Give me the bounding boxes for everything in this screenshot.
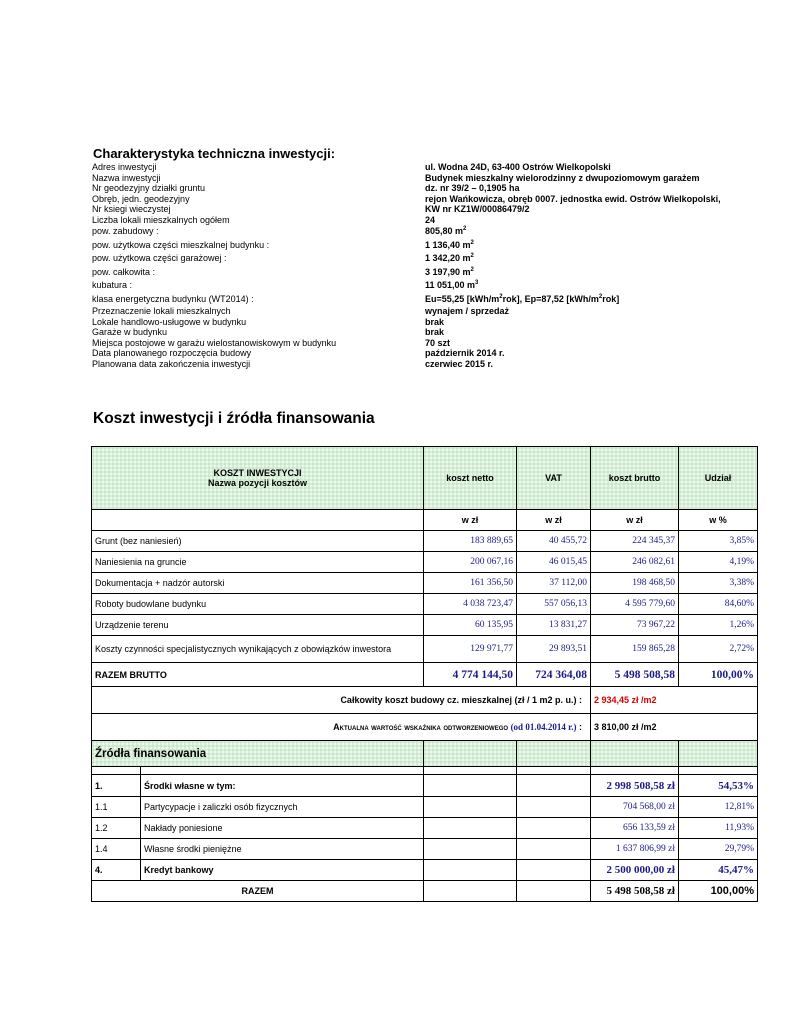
cost-netto: 200 067,16 xyxy=(424,552,517,573)
list-item xyxy=(92,839,758,860)
cost-units-row xyxy=(92,510,758,531)
wo-row xyxy=(92,714,758,741)
cost-item-name: Koszty czynności specjalistycznych wynikających z obowiązków inwestora xyxy=(92,636,424,663)
spec-label: Miejsca postojowe w garażu wielostanowiskowym w budynku xyxy=(92,337,337,348)
cost-header-brutto: koszt brutto xyxy=(591,447,679,510)
spec-label: Nr ksiegi wieczystej xyxy=(92,204,171,214)
spec-row xyxy=(92,266,752,280)
cost-header-name: KOSZT INWESTYCJI Nazwa pozycji kosztów xyxy=(92,447,424,510)
cost-brutto: 4 595 779,60 xyxy=(591,594,679,615)
cost-header-share: Udział xyxy=(679,447,758,510)
spec-row xyxy=(92,204,752,215)
cost-total-share: 100,00% xyxy=(679,663,758,687)
table-row xyxy=(92,636,758,663)
spec-value: wynajem / sprzedaż xyxy=(425,306,510,316)
sources-title-row xyxy=(92,741,758,767)
spec-value: KW nr KZ1W/00086479/2 xyxy=(425,204,530,214)
cost-vat: 557 056,13 xyxy=(517,594,591,615)
spec-label: pow. użytkowa części garażowej : xyxy=(92,253,227,263)
list-item xyxy=(92,797,758,818)
list-item xyxy=(92,775,758,797)
spec-label: pow. użytkowa części mieszkalnej budynku : xyxy=(92,239,270,250)
sources-total-label: RAZEM xyxy=(92,881,424,902)
spec-row xyxy=(92,279,752,293)
cost-share: 3,38% xyxy=(679,573,758,594)
source-no: 1.2 xyxy=(92,818,141,839)
spec-value: rejon Wańkowicza, obręb 0007. jednostka ewid. Ostrów Wielkopolski, xyxy=(425,193,721,204)
unit-vat: w zł xyxy=(517,510,591,531)
source-amount: 1 637 806,99 zł xyxy=(591,839,679,860)
cost-item-name: Dokumentacja + nadzór autorski xyxy=(92,573,424,594)
cost-netto: 161 356,50 xyxy=(424,573,517,594)
spacer-row xyxy=(92,767,758,775)
spec-row xyxy=(92,162,752,173)
source-name: Kredyt bankowy xyxy=(141,860,424,881)
source-name: Własne środki pieniężne xyxy=(141,839,424,860)
sources-total-row xyxy=(92,881,758,902)
cost-brutto: 73 967,22 xyxy=(591,615,679,636)
source-no: 4. xyxy=(92,860,141,881)
cost-share: 84,60% xyxy=(679,594,758,615)
unit-share: w % xyxy=(679,510,758,531)
spec-title: Charakterystyka techniczna inwestycji: xyxy=(93,146,336,161)
cost-total-netto: 4 774 144,50 xyxy=(424,663,517,687)
cost-item-name: Urządzenie terenu xyxy=(92,615,424,636)
cost-item-name: Grunt (bez naniesień) xyxy=(92,531,424,552)
spec-row xyxy=(92,252,752,266)
source-no: 1.1 xyxy=(92,797,141,818)
sources-total-amount: 5 498 508,58 zł xyxy=(591,881,679,902)
cost-total-vat: 724 364,08 xyxy=(517,663,591,687)
spec-row xyxy=(92,293,752,307)
spec-label: klasa energetyczna budynku (WT2014) : xyxy=(92,293,254,304)
spec-label: Nr geodezyjny działki gruntu xyxy=(92,183,206,193)
cost-netto: 4 038 723,47 xyxy=(424,594,517,615)
spec-row xyxy=(92,173,752,184)
cost-share: 1,26% xyxy=(679,615,758,636)
wo-value: 3 810,00 zł /m2 xyxy=(591,714,758,741)
spec-row xyxy=(92,348,752,359)
list-item xyxy=(92,818,758,839)
spec-label: Nazwa inwestycji xyxy=(92,172,161,183)
cost-item-name: Naniesienia na gruncie xyxy=(92,552,424,573)
cost-share: 4,19% xyxy=(679,552,758,573)
source-share: 12,81% xyxy=(679,797,758,818)
cost-total-row xyxy=(92,663,758,687)
list-item xyxy=(92,860,758,881)
wo-label: Aktualna wartość wskaźnika odtworzeniowego (od 01.04.2014 r.) : xyxy=(92,714,591,741)
spec-row xyxy=(92,327,752,338)
cost-brutto: 224 345,37 xyxy=(591,531,679,552)
cost-netto: 60 135,95 xyxy=(424,615,517,636)
cost-brutto: 159 865,28 xyxy=(591,636,679,663)
cost-table xyxy=(91,446,758,902)
spec-row xyxy=(92,194,752,205)
spec-value: 11 051,00 $m^3$ xyxy=(425,280,479,290)
cost-brutto: 198 468,50 xyxy=(591,573,679,594)
cost-title: Koszt inwestycji i źródła finansowania xyxy=(93,410,375,427)
spec-row xyxy=(92,317,752,328)
source-name: Nakłady poniesione xyxy=(141,818,424,839)
spec-label: Liczba lokali mieszkalnych ogółem xyxy=(92,214,230,225)
spec-label: Przeznaczenie lokali mieszkalnych xyxy=(92,306,231,316)
source-amount: 704 568,00 zł xyxy=(591,797,679,818)
spec-label: Obręb, jedn. geodezyjny xyxy=(92,193,190,204)
source-no: 1.4 xyxy=(92,839,141,860)
spec-label: Lokale handlowo-usługowe w budynku xyxy=(92,316,247,327)
cost-vat: 37 112,00 xyxy=(517,573,591,594)
per-m2-label: Całkowity koszt budowy cz. mieszkalnej (zł / 1 m2 p. u.) : xyxy=(92,687,591,714)
spec-row xyxy=(92,183,752,194)
source-share: 54,53% xyxy=(679,775,758,797)
spec-label: Garaże w budynku xyxy=(92,327,168,337)
spec-row xyxy=(92,215,752,226)
cost-netto: 183 889,65 xyxy=(424,531,517,552)
source-share: 11,93% xyxy=(679,818,758,839)
source-no: 1. xyxy=(92,775,141,797)
table-row xyxy=(92,573,758,594)
cost-header-vat: VAT xyxy=(517,447,591,510)
spec-value: 1 342,20 $m^2$ xyxy=(425,253,474,263)
cost-vat: 29 893,51 xyxy=(517,636,591,663)
source-name: Partycypacje i zaliczki osób fizycznych xyxy=(141,797,424,818)
spec-row xyxy=(92,225,752,239)
spec-value: brak xyxy=(425,327,445,337)
source-amount: 2 500 000,00 zł xyxy=(591,860,679,881)
sources-total-share: 100,00% xyxy=(679,881,758,902)
spec-value: dz. nr 39/2 – 0,1905 ha xyxy=(425,183,520,193)
spec-value: ul. Wodna 24D, 63-400 Ostrów Wielkopolski xyxy=(425,162,611,172)
spec-value: październik 2014 r. xyxy=(425,348,505,358)
per-m2-value: 2 934,45 zł /m2 xyxy=(591,687,758,714)
spec-row xyxy=(92,239,752,253)
cost-share: 3,85% xyxy=(679,531,758,552)
cost-header-netto: koszt netto xyxy=(424,447,517,510)
spec-label: pow. zabudowy : xyxy=(92,226,159,236)
spec-value: 24 xyxy=(425,214,436,225)
spec-row xyxy=(92,338,752,349)
spec-value: Budynek mieszkalny wielorodzinny z dwupoziomowym garażem xyxy=(425,172,700,183)
table-row xyxy=(92,615,758,636)
unit-netto: w zł xyxy=(424,510,517,531)
spec-value: czerwiec 2015 r. xyxy=(425,358,494,369)
table-row xyxy=(92,531,758,552)
per-m2-row xyxy=(92,687,758,714)
spec-label: Adres inwestycji xyxy=(92,162,157,172)
spec-label: Planowana data zakończenia inwestycji xyxy=(92,358,251,369)
cost-total-label: RAZEM BRUTTO xyxy=(92,663,424,687)
table-row xyxy=(92,594,758,615)
sources-title: Źródła finansowania xyxy=(92,741,424,767)
cost-vat: 46 015,45 xyxy=(517,552,591,573)
source-share: 45,47% xyxy=(679,860,758,881)
source-amount: 2 998 508,58 zł xyxy=(591,775,679,797)
table-row xyxy=(92,552,758,573)
cost-total-brutto: 5 498 508,58 xyxy=(591,663,679,687)
cost-vat: 40 455,72 xyxy=(517,531,591,552)
source-share: 29,79% xyxy=(679,839,758,860)
spec-row xyxy=(92,359,752,370)
cost-share: 2,72% xyxy=(679,636,758,663)
spec-value: 1 136,40 $m^2$ xyxy=(425,239,474,250)
spec-label: Data planowanego rozpoczęcia budowy xyxy=(92,348,252,358)
cost-netto: 129 971,77 xyxy=(424,636,517,663)
source-name: Środki własne w tym: xyxy=(141,775,424,797)
spec-value: Eu=55,25 $[kWh/m^2rok]$, Ep=87,52 $[kWh/m^2rok]$ xyxy=(425,293,620,304)
spec-value: brak xyxy=(425,316,445,327)
spec-label: pow. całkowita : xyxy=(92,266,156,277)
spec-list xyxy=(92,162,752,369)
spec-row xyxy=(92,306,752,317)
spec-label: kubatura : xyxy=(92,280,133,290)
cost-brutto: 246 082,61 xyxy=(591,552,679,573)
cost-item-name: Roboty budowlane budynku xyxy=(92,594,424,615)
unit-brutto: w zł xyxy=(591,510,679,531)
spec-value: 805,80 $m^2$ xyxy=(425,226,467,236)
source-amount: 656 133,59 zł xyxy=(591,818,679,839)
cost-vat: 13 831,27 xyxy=(517,615,591,636)
spec-value: 3 197,90 $m^2$ xyxy=(425,266,474,277)
cost-header-row xyxy=(92,447,758,510)
spec-value: 70 szt xyxy=(425,337,451,348)
